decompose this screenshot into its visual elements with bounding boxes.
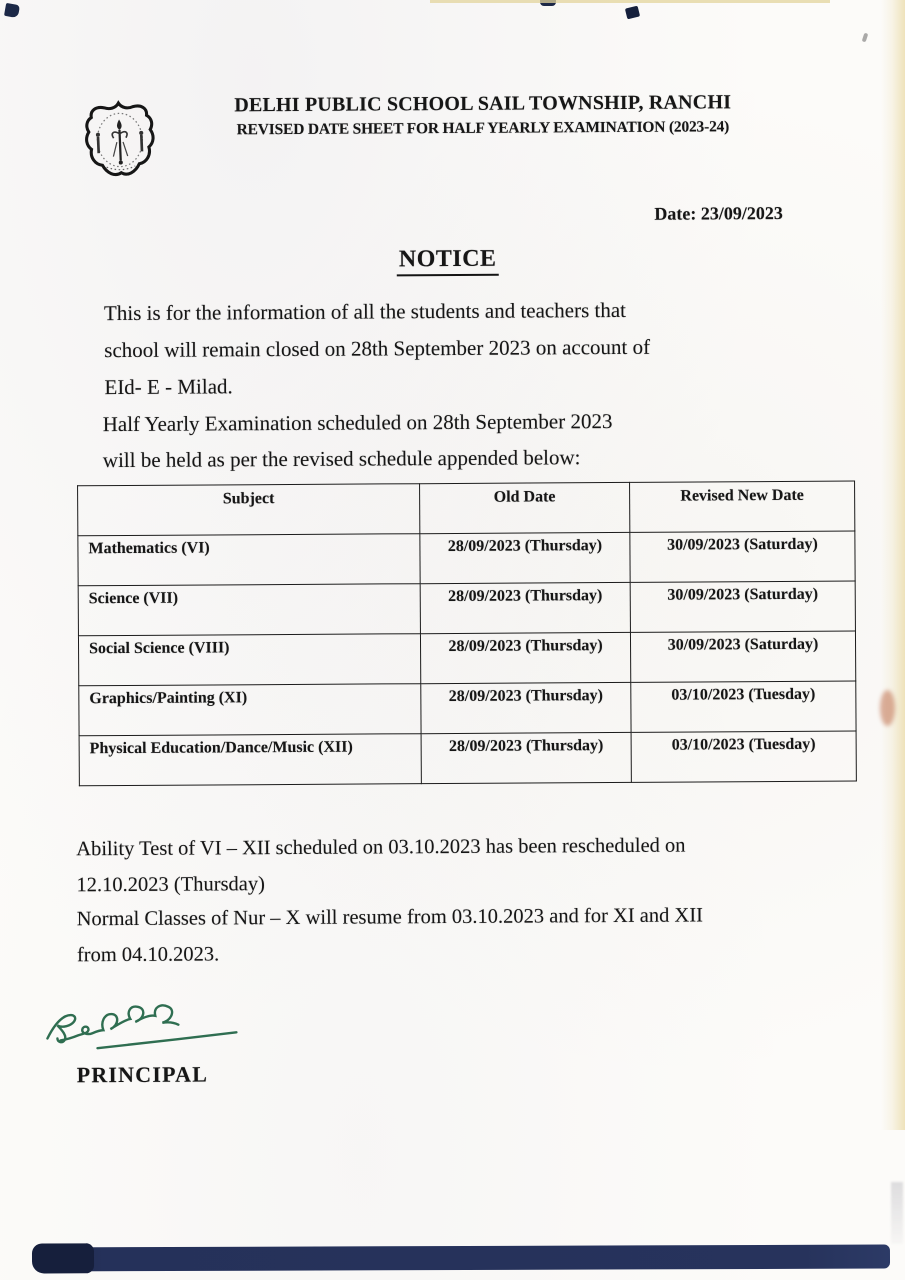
paragraph-exam-reschedule bbox=[103, 403, 613, 478]
school-name: DELHI PUBLIC SCHOOL SAIL TOWNSHIP, RANCHI bbox=[234, 91, 732, 117]
text-line: 12.10.2023 (Thursday) bbox=[76, 873, 266, 897]
scan-background-bottom-bar bbox=[34, 1245, 890, 1272]
header-subject: Subject bbox=[78, 484, 420, 536]
paragraph-closure-info bbox=[104, 292, 651, 406]
school-crest-logo bbox=[81, 98, 158, 186]
cell-new-date: 03/10/2023 (Tuesday) bbox=[631, 731, 856, 782]
text-line: EId- E - Milad. bbox=[104, 374, 233, 400]
cell-old-date: 28/09/2023 (Thursday) bbox=[420, 582, 630, 633]
cell-new-date: 03/10/2023 (Tuesday) bbox=[631, 681, 856, 732]
text-line: This is for the information of all the students and teachers that bbox=[103, 297, 627, 326]
scan-page-edge-right bbox=[881, 0, 905, 1130]
cell-subject: Science (VII) bbox=[78, 584, 420, 636]
cell-new-date: 30/09/2023 (Saturday) bbox=[630, 531, 855, 582]
principal-signature bbox=[42, 1003, 242, 1056]
revised-schedule-table bbox=[77, 481, 857, 787]
table-row bbox=[78, 531, 855, 586]
text-line: Normal Classes of Nur – X will resume from 03.10.2023 and for XI and XII bbox=[76, 904, 704, 931]
cell-new-date: 30/09/2023 (Saturday) bbox=[630, 581, 855, 632]
cell-subject: Graphics/Painting (XI) bbox=[79, 684, 421, 736]
cell-new-date: 30/09/2023 (Saturday) bbox=[630, 631, 855, 682]
notice-title: NOTICE bbox=[397, 246, 499, 277]
cell-old-date: 28/09/2023 (Thursday) bbox=[421, 732, 631, 783]
table-row bbox=[79, 681, 856, 736]
text-line: from 04.10.2023. bbox=[76, 943, 220, 967]
notice-heading-wrap bbox=[348, 245, 548, 276]
header-revised-date: Revised New Date bbox=[630, 481, 855, 532]
letterhead bbox=[172, 91, 794, 140]
table-row bbox=[78, 631, 855, 686]
cell-subject: Mathematics (VI) bbox=[78, 534, 420, 586]
header-old-date: Old Date bbox=[420, 482, 630, 533]
paragraph-ability-test bbox=[76, 828, 686, 904]
table-row bbox=[79, 731, 856, 786]
text-line: school will remain closed on 28th September 2023 on account of bbox=[104, 334, 651, 363]
cell-old-date: 28/09/2023 (Thursday) bbox=[420, 532, 630, 583]
document-subtitle: REVISED DATE SHEET FOR HALF YEARLY EXAMINATION (2023-24) bbox=[236, 118, 730, 139]
cell-subject: Social Science (VIII) bbox=[78, 634, 420, 686]
cell-subject: Physical Education/Dance/Music (XII) bbox=[79, 734, 421, 786]
paragraph-normal-classes bbox=[77, 897, 704, 973]
scan-streaks-bottom-right bbox=[891, 1182, 903, 1244]
text-line: Half Yearly Examination scheduled on 28th September 2023 bbox=[102, 409, 613, 437]
date-line: Date: 23/09/2023 bbox=[654, 202, 783, 224]
cell-old-date: 28/09/2023 (Thursday) bbox=[420, 632, 630, 683]
text-line: Ability Test of VI – XII scheduled on 03.10.2023 has been rescheduled on bbox=[76, 834, 686, 861]
scan-smudge-right bbox=[880, 690, 895, 726]
text-line: will be held as per the revised schedule appended below: bbox=[102, 445, 581, 473]
principal-label: PRINCIPAL bbox=[76, 1061, 209, 1088]
cell-old-date: 28/09/2023 (Thursday) bbox=[421, 682, 631, 733]
scan-page-edge-top bbox=[430, 0, 830, 3]
table-header-row bbox=[78, 481, 855, 536]
table-row bbox=[78, 581, 855, 636]
